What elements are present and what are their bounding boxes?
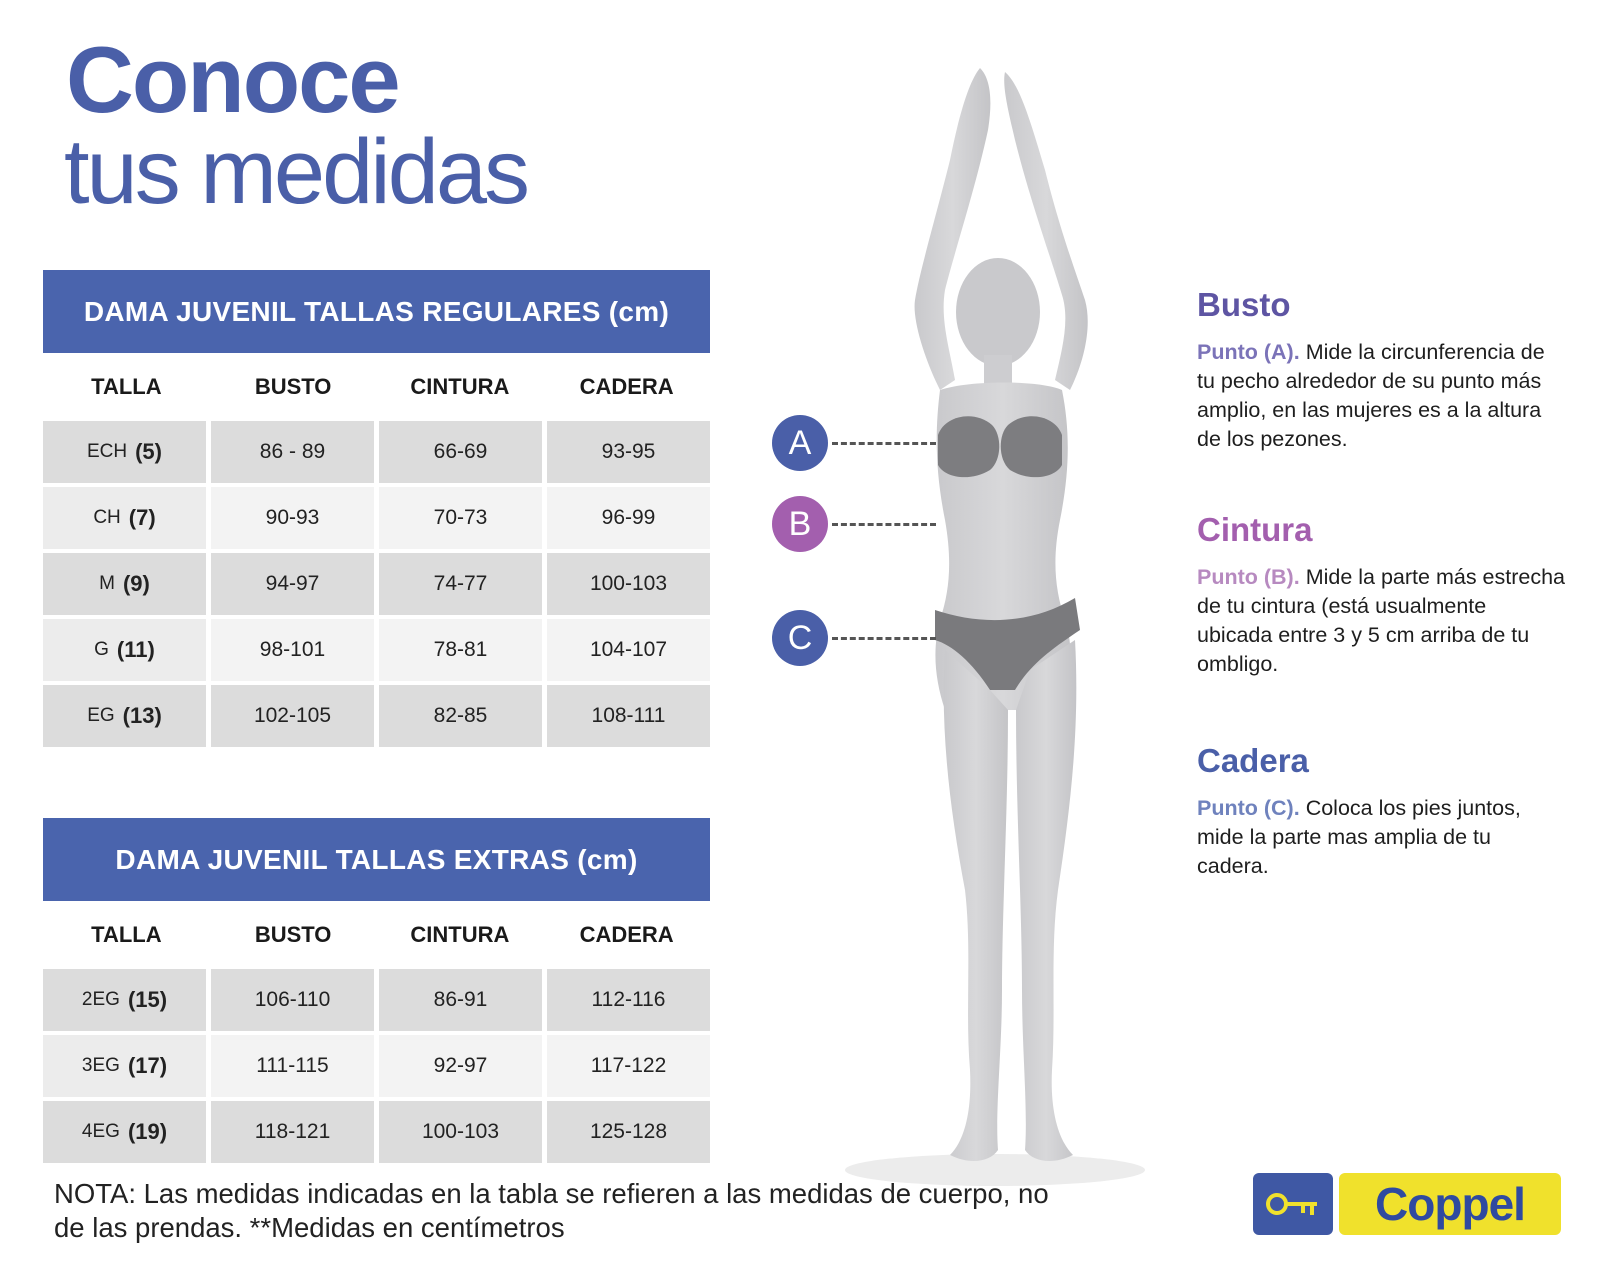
size-cell — [43, 487, 206, 549]
cadera-info — [1197, 742, 1567, 881]
size-code: G — [94, 639, 109, 660]
cintura-cell: 92-97 — [379, 1035, 542, 1097]
size-code: M — [99, 573, 115, 594]
regular-table-heading: DAMA JUVENIL TALLAS REGULARES (cm) — [43, 270, 710, 353]
size-code: CH — [93, 507, 121, 528]
cintura-cell: 66-69 — [379, 421, 542, 483]
size-cell — [43, 685, 206, 747]
busto-cell: 102-105 — [211, 685, 374, 747]
size-number: (7) — [128, 505, 156, 530]
table-row — [43, 685, 710, 747]
busto-cell: 90-93 — [211, 487, 374, 549]
size-number: (15) — [127, 987, 168, 1012]
coppel-logo — [1253, 1173, 1561, 1235]
size-code: 2EG — [81, 989, 120, 1010]
extras-table-heading: DAMA JUVENIL TALLAS EXTRAS (cm) — [43, 818, 710, 901]
page-title-line-1: Conoce — [66, 27, 399, 132]
busto-cell: 94-97 — [211, 553, 374, 615]
size-code: EG — [87, 705, 115, 726]
busto-title: Busto — [1197, 286, 1291, 323]
extra-sizes-table — [43, 818, 710, 1167]
busto-point-label: Punto (A). — [1197, 340, 1300, 364]
cintura-cell: 86-91 — [379, 969, 542, 1031]
busto-cell: 111-115 — [211, 1035, 374, 1097]
column-header-cadera: CADERA — [579, 374, 674, 399]
size-cell — [43, 1101, 206, 1163]
table-row — [43, 619, 710, 681]
cintura-info — [1197, 511, 1567, 679]
busto-description — [1197, 338, 1567, 454]
busto-cell: 98-101 — [211, 619, 374, 681]
cintura-cell: 82-85 — [379, 685, 542, 747]
column-header-cintura: CINTURA — [410, 374, 510, 399]
cintura-text: Mide la parte más estrecha de tu cintura (está usualmente ubicada entre 3 y 5 cm arriba de tu ombligo. — [1197, 565, 1565, 676]
cintura-title: Cintura — [1197, 511, 1313, 548]
table-row — [43, 1035, 710, 1097]
column-header-busto: BUSTO — [254, 922, 332, 947]
brand-wordmark: Coppel — [1339, 1173, 1561, 1235]
cintura-point-label: Punto (B). — [1197, 565, 1300, 589]
cadera-cell: 93-95 — [547, 421, 710, 483]
busto-cell: 106-110 — [211, 969, 374, 1031]
busto-text: Mide la circunferencia de tu pecho alrededor de su punto más amplio, en las mujeres es a la altura de los pezones. — [1197, 340, 1545, 451]
cadera-title: Cadera — [1197, 742, 1309, 779]
table-row — [43, 421, 710, 483]
cadera-description — [1197, 794, 1567, 881]
cadera-text: Coloca los pies juntos, mide la parte mas amplia de tu cadera. — [1197, 796, 1521, 878]
marker-c-circle: C — [772, 610, 828, 666]
cadera-cell: 117-122 — [547, 1035, 710, 1097]
marker-c-dash — [832, 637, 936, 640]
marker-a-circle: A — [772, 415, 828, 471]
cadera-cell: 100-103 — [547, 553, 710, 615]
cadera-cell: 104-107 — [547, 619, 710, 681]
size-code: 3EG — [81, 1055, 120, 1076]
page-title-line-2: tus medidas — [64, 121, 528, 223]
cintura-description — [1197, 563, 1567, 679]
marker-a — [772, 415, 936, 471]
cadera-point-label: Punto (C). — [1197, 796, 1300, 820]
column-header-talla: TALLA — [91, 374, 162, 399]
size-cell — [43, 421, 206, 483]
cadera-cell: 108-111 — [547, 685, 710, 747]
marker-c — [772, 610, 936, 666]
cadera-cell: 125-128 — [547, 1101, 710, 1163]
size-number: (9) — [122, 571, 150, 596]
size-code: ECH — [86, 441, 128, 462]
table-row — [43, 1101, 710, 1163]
marker-a-dash — [832, 442, 936, 445]
cintura-cell: 100-103 — [379, 1101, 542, 1163]
column-header-cintura: CINTURA — [410, 922, 510, 947]
regular-column-headers — [43, 353, 710, 421]
extras-column-headers — [43, 901, 710, 969]
size-number: (5) — [135, 439, 162, 464]
cadera-cell: 96-99 — [547, 487, 710, 549]
column-header-talla: TALLA — [91, 922, 162, 947]
cintura-cell: 74-77 — [379, 553, 542, 615]
size-number: (19) — [127, 1119, 168, 1144]
key-icon — [1253, 1173, 1333, 1235]
table-row — [43, 553, 710, 615]
busto-cell: 86 - 89 — [211, 421, 374, 483]
column-header-cadera: CADERA — [579, 922, 674, 947]
cintura-cell: 78-81 — [379, 619, 542, 681]
marker-b-dash — [832, 523, 936, 526]
size-number: (13) — [122, 703, 162, 728]
size-number: (17) — [127, 1053, 168, 1078]
cintura-cell: 70-73 — [379, 487, 542, 549]
cadera-cell: 112-116 — [547, 969, 710, 1031]
size-cell — [43, 553, 206, 615]
size-cell — [43, 619, 206, 681]
column-header-busto: BUSTO — [254, 374, 332, 399]
size-number: (11) — [116, 637, 155, 662]
size-code: 4EG — [81, 1121, 120, 1142]
busto-cell: 118-121 — [211, 1101, 374, 1163]
table-row — [43, 487, 710, 549]
table-row — [43, 969, 710, 1031]
regular-sizes-table — [43, 270, 710, 751]
size-cell — [43, 969, 206, 1031]
busto-info — [1197, 286, 1567, 454]
marker-b-circle: B — [772, 496, 828, 552]
size-cell — [43, 1035, 206, 1097]
footer-note: NOTA: Las medidas indicadas en la tabla se refieren a las medidas de cuerpo, no de las prendas. **Medidas en centímetros — [54, 1178, 1049, 1243]
marker-b — [772, 496, 936, 552]
